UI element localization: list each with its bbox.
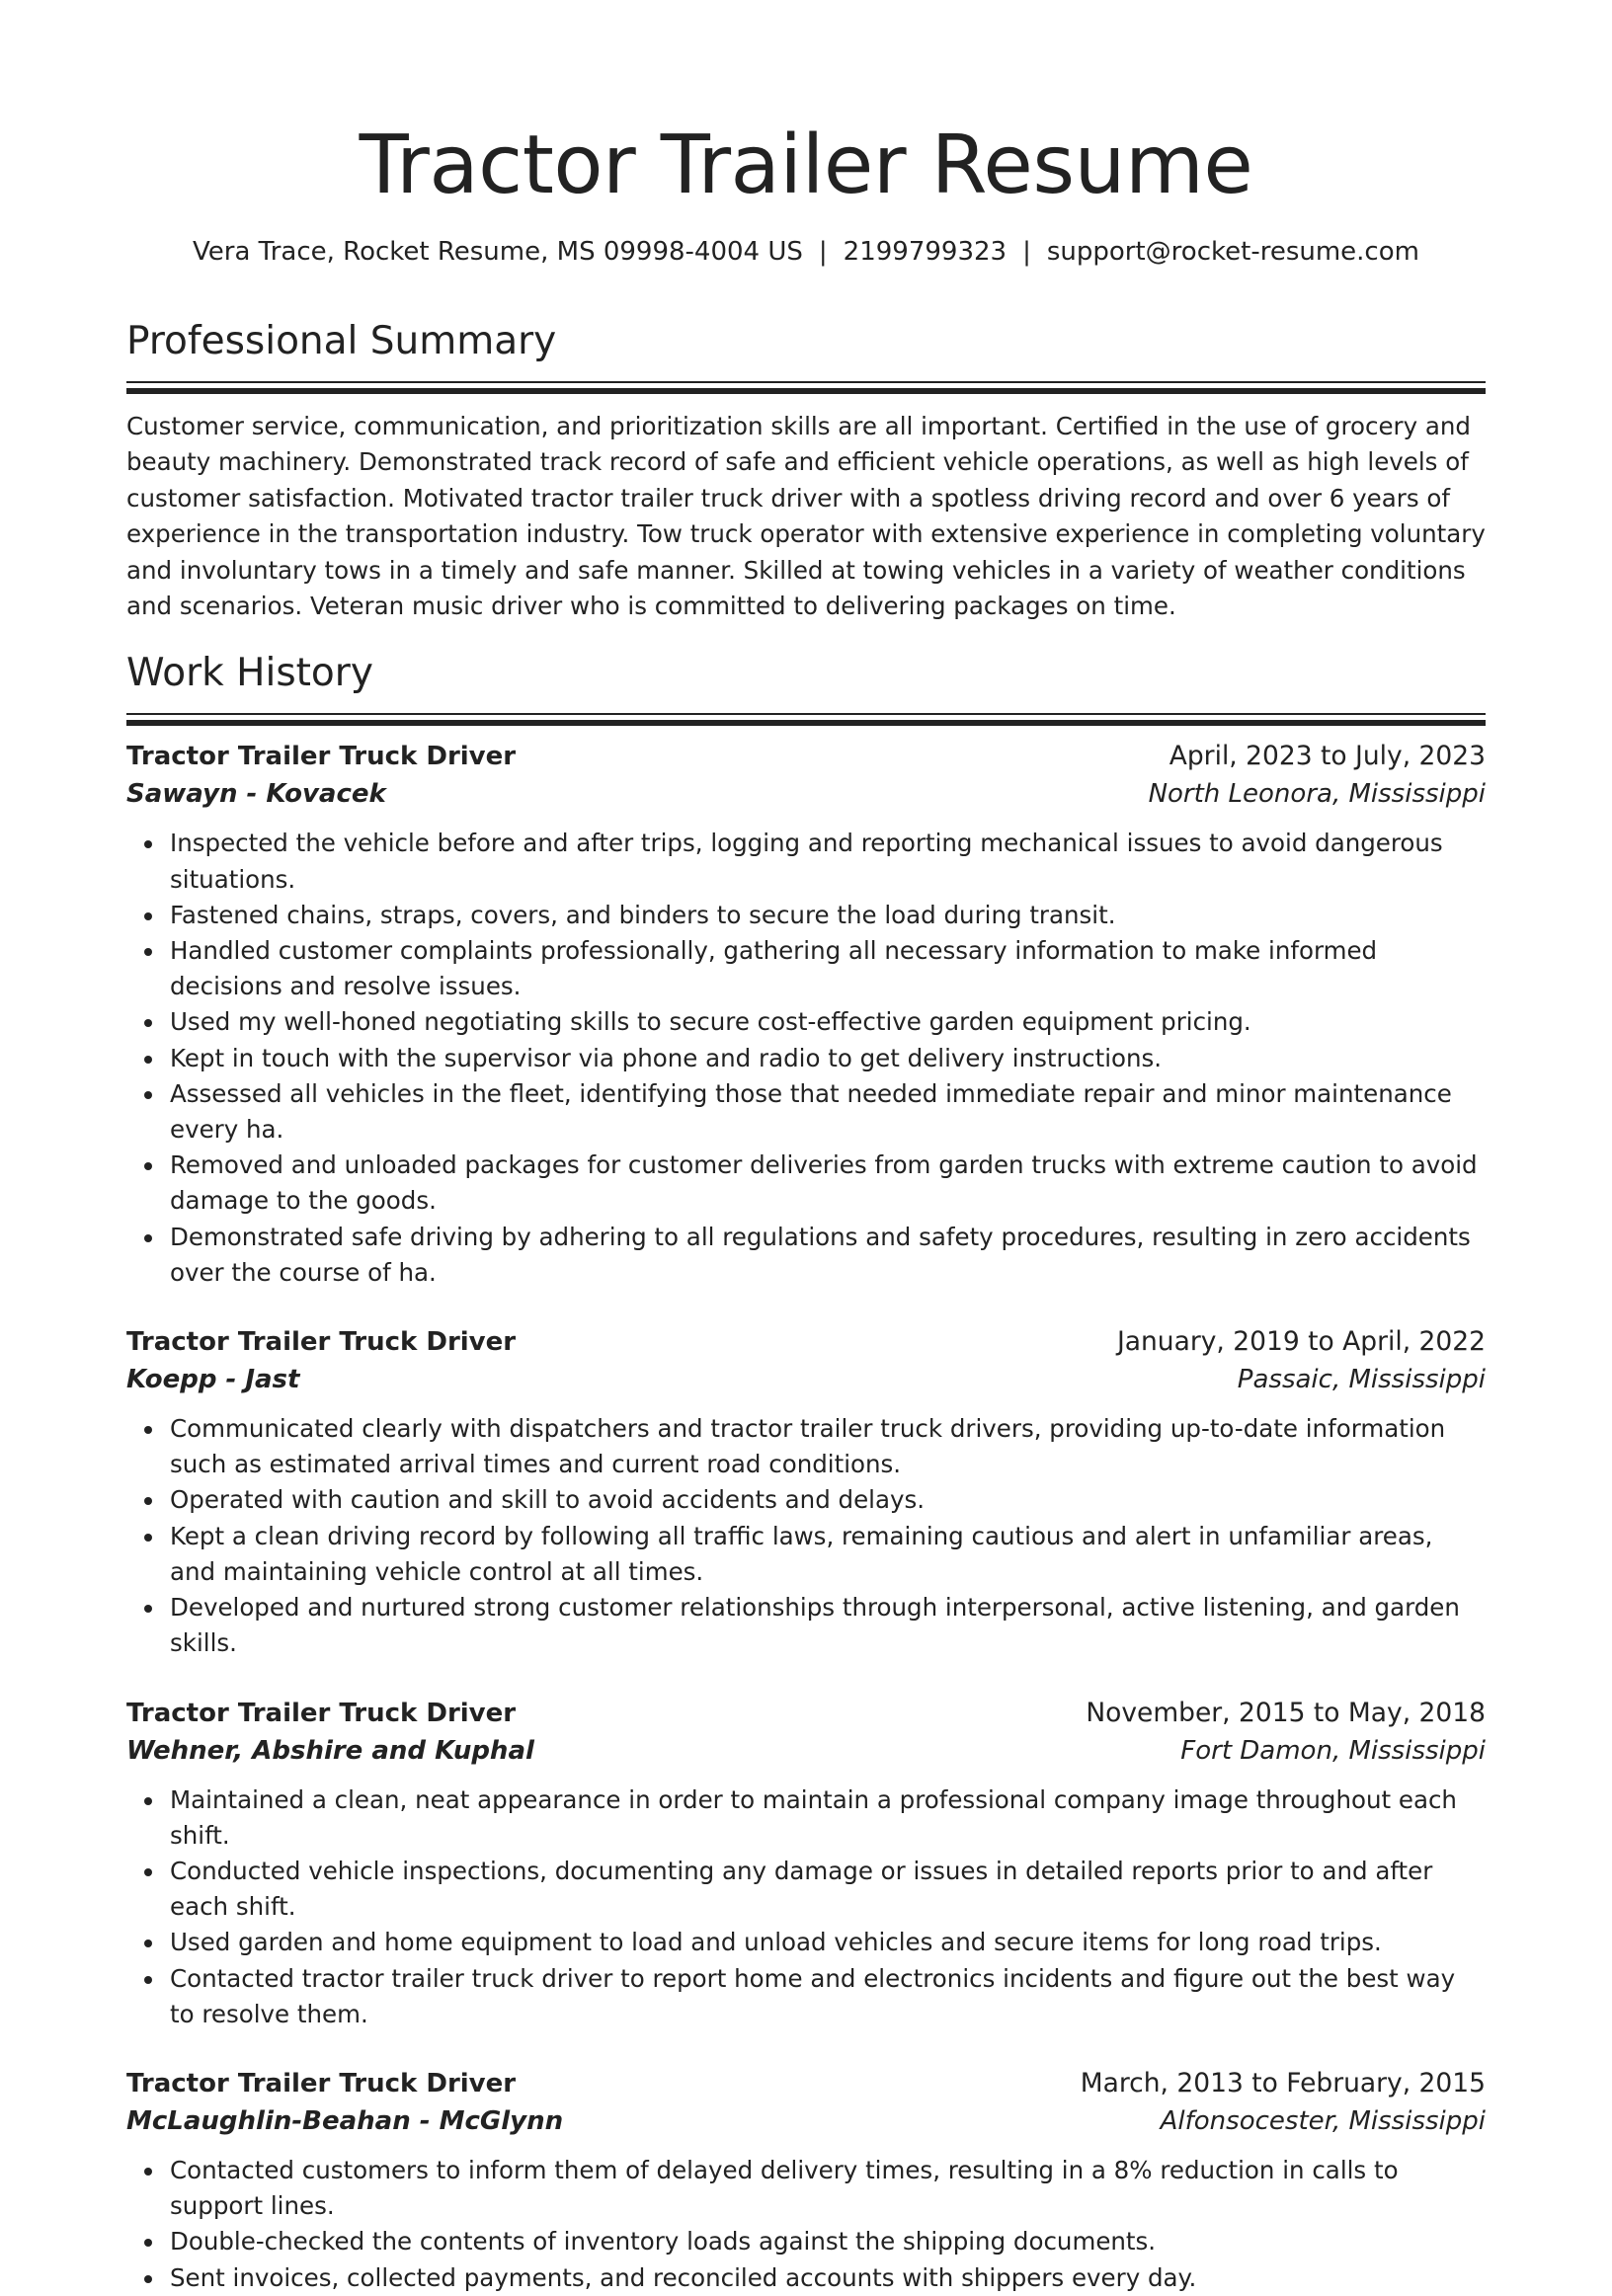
section-heading-summary: Professional Summary <box>126 319 557 363</box>
job-bullet: Conducted vehicle inspections, documenting any damage or issues in detailed reports prior to and after each shift. <box>170 1854 1486 1925</box>
job-bullet: Contacted customers to inform them of delayed delivery times, resulting in a 8% reduction in calls to support lines. <box>170 2153 1486 2224</box>
contact-separator: | <box>1022 237 1031 267</box>
job-location: North Leonora, Mississippi <box>1148 779 1486 810</box>
job-bullet: Developed and nurtured strong customer relationships through interpersonal, active listening, and garden skills. <box>170 1590 1486 1661</box>
job-bullets <box>126 1782 1486 2032</box>
job-company: Koepp - Jast <box>126 1365 300 1395</box>
job-subheader-row <box>126 2101 1486 2141</box>
contact-line <box>126 235 1486 269</box>
job-title: Tractor Trailer Truck Driver <box>126 1327 517 1358</box>
job-company: Sawayn - Kovacek <box>126 779 386 810</box>
job-bullets <box>126 826 1486 1291</box>
professional-summary-section <box>126 318 1486 624</box>
job-bullet: Double-checked the contents of inventory loads against the shipping documents. <box>170 2224 1486 2259</box>
job-entry <box>126 2066 1486 2296</box>
job-dates: January, 2019 to April, 2022 <box>1116 1326 1486 1358</box>
contact-email: support@rocket-resume.com <box>1046 237 1419 267</box>
job-header-row <box>126 1696 1486 1731</box>
job-bullets <box>126 1411 1486 1661</box>
job-location: Passaic, Mississippi <box>1237 1365 1486 1395</box>
job-bullet: Used garden and home equipment to load and unload vehicles and secure items for long road trips. <box>170 1925 1486 1960</box>
job-dates: April, 2023 to July, 2023 <box>1169 741 1486 772</box>
job-bullet: Contacted tractor trailer truck driver to report home and electronics incidents and figure out the best way to resolve them. <box>170 1961 1486 2032</box>
job-bullet: Demonstrated safe driving by adhering to all regulations and safety procedures, resulting in zero accidents over the course of ha. <box>170 1220 1486 1291</box>
job-entry <box>126 1324 1486 1661</box>
job-subheader-row <box>126 1731 1486 1771</box>
section-divider <box>126 713 1486 719</box>
job-bullet: Inspected the vehicle before and after trips, logging and reporting mechanical issues to avoid dangerous situations. <box>170 826 1486 897</box>
job-bullet: Kept in touch with the supervisor via phone and radio to get delivery instructions. <box>170 1041 1486 1076</box>
job-bullet: Communicated clearly with dispatchers and tractor trailer truck drivers, providing up-to-date information such as estimated arrival times and current road conditions. <box>170 1411 1486 1482</box>
job-location: Fort Damon, Mississippi <box>1180 1735 1486 1766</box>
section-divider <box>126 381 1486 387</box>
job-bullet: Maintained a clean, neat appearance in order to maintain a professional company image throughout each shift. <box>170 1782 1486 1854</box>
job-location: Alfonsocester, Mississippi <box>1160 2105 1486 2136</box>
job-dates: March, 2013 to February, 2015 <box>1080 2067 1486 2098</box>
job-entry <box>126 1696 1486 2032</box>
job-company: Wehner, Abshire and Kuphal <box>126 1735 534 1766</box>
work-history-section <box>126 650 1486 2295</box>
job-header-row <box>126 1324 1486 1360</box>
job-bullet: Operated with caution and skill to avoid accidents and delays. <box>170 1482 1486 1518</box>
contact-separator: | <box>818 237 828 267</box>
job-list <box>126 739 1486 2295</box>
job-header-row <box>126 2066 1486 2101</box>
job-company: McLaughlin-Beahan - McGlynn <box>126 2105 564 2136</box>
contact-phone: 2199799323 <box>843 237 1008 267</box>
job-subheader-row <box>126 1360 1486 1399</box>
job-title: Tractor Trailer Truck Driver <box>126 1698 517 1728</box>
job-entry <box>126 739 1486 1291</box>
job-subheader-row <box>126 774 1486 814</box>
resume-title: Tractor Trailer Resume <box>359 119 1253 212</box>
job-bullets <box>126 2153 1486 2296</box>
job-dates: November, 2015 to May, 2018 <box>1086 1697 1486 1728</box>
contact-address: Vera Trace, Rocket Resume, MS 09998-4004 US <box>193 237 803 267</box>
job-bullet: Removed and unloaded packages for customer deliveries from garden trucks with extreme caution to avoid damage to the goods. <box>170 1148 1486 1219</box>
summary-text: Customer service, communication, and prioritization skills are all important. Certified in the use of grocery and beauty machinery. Demonstrated track record of safe and efficient vehicle operations, as well as high levels of customer satisfaction. Motivated tractor trailer truck driver with a spotless driving record and over 6 years of experience in the transportation industry. Tow truck operator with extensive experience in completing voluntary and involuntary tows in a timely and safe manner. Skilled at towing vehicles in a variety of weather conditions and scenarios. Veteran music driver who is committed to delivering packages on time. <box>126 412 1486 621</box>
job-bullet: Handled customer complaints professionally, gathering all necessary information to make informed decisions and resolve issues. <box>170 933 1486 1004</box>
job-bullet: Sent invoices, collected payments, and reconciled accounts with shippers every day. <box>170 2260 1486 2296</box>
job-bullet: Kept a clean driving record by following all traffic laws, remaining cautious and alert in unfamiliar areas, and maintaining vehicle control at all times. <box>170 1519 1486 1590</box>
section-heading-work: Work History <box>126 651 373 696</box>
job-bullet: Used my well-honed negotiating skills to secure cost-effective garden equipment pricing. <box>170 1004 1486 1040</box>
job-title: Tractor Trailer Truck Driver <box>126 742 517 772</box>
job-bullet: Assessed all vehicles in the fleet, identifying those that needed immediate repair and minor maintenance every ha. <box>170 1076 1486 1148</box>
job-bullet: Fastened chains, straps, covers, and binders to secure the load during transit. <box>170 898 1486 933</box>
job-header-row <box>126 739 1486 774</box>
job-title: Tractor Trailer Truck Driver <box>126 2068 517 2098</box>
